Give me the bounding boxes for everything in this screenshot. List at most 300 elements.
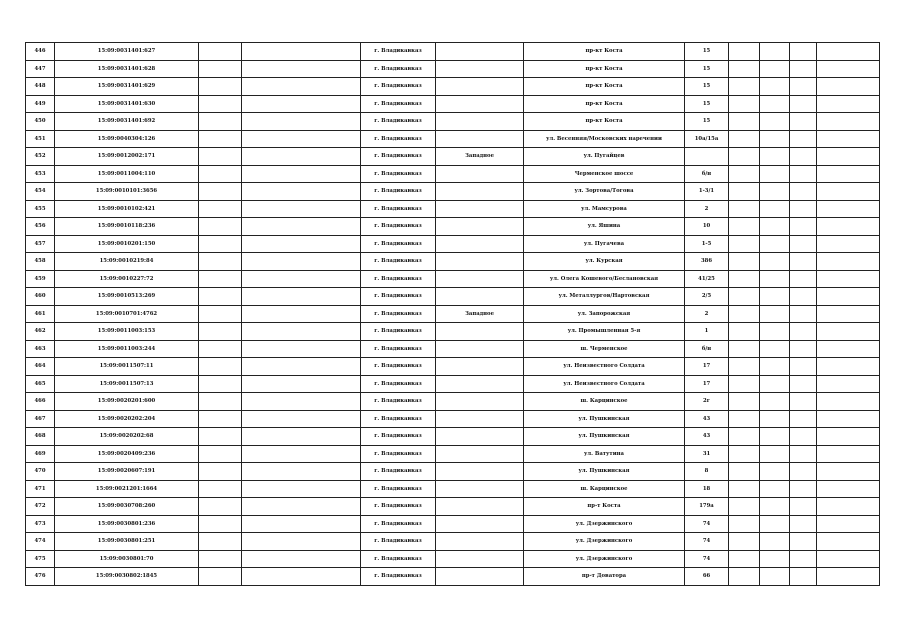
empty-cell xyxy=(199,533,242,551)
house-number-cell: 386 xyxy=(685,253,729,271)
empty-cell xyxy=(817,375,880,393)
row-number: 476 xyxy=(26,568,55,586)
row-number: 473 xyxy=(26,515,55,533)
empty-cell xyxy=(790,43,817,61)
district-cell xyxy=(436,358,524,376)
empty-cell xyxy=(790,60,817,78)
cadastral-number: 15:09:0010102:421 xyxy=(55,200,199,218)
empty-cell xyxy=(729,480,760,498)
house-number-cell: 15 xyxy=(685,60,729,78)
empty-cell xyxy=(760,568,790,586)
empty-cell xyxy=(760,130,790,148)
district-cell xyxy=(436,95,524,113)
empty-cell xyxy=(790,393,817,411)
empty-cell xyxy=(199,270,242,288)
empty-cell xyxy=(729,183,760,201)
district-cell xyxy=(436,550,524,568)
house-number-cell: б/н xyxy=(685,340,729,358)
city-cell: г. Владикавказ xyxy=(361,183,436,201)
row-number: 461 xyxy=(26,305,55,323)
empty-cell xyxy=(729,270,760,288)
district-cell xyxy=(436,498,524,516)
empty-cell xyxy=(729,568,760,586)
table-row xyxy=(26,218,880,236)
city-cell: г. Владикавказ xyxy=(361,428,436,446)
empty-cell xyxy=(790,218,817,236)
street-cell: ул. Пугачева xyxy=(524,235,685,253)
street-cell: ул. Неизвестного Солдата xyxy=(524,375,685,393)
street-cell: ул. Пушкинская xyxy=(524,463,685,481)
empty-cell xyxy=(242,235,361,253)
cadastral-number: 15:09:0012002:171 xyxy=(55,148,199,166)
empty-cell xyxy=(760,218,790,236)
house-number-cell: 74 xyxy=(685,533,729,551)
empty-cell xyxy=(790,305,817,323)
empty-cell xyxy=(242,410,361,428)
district-cell xyxy=(436,43,524,61)
empty-cell xyxy=(790,113,817,131)
empty-cell xyxy=(199,253,242,271)
district-cell xyxy=(436,463,524,481)
house-number-cell: 17 xyxy=(685,358,729,376)
row-number: 452 xyxy=(26,148,55,166)
empty-cell xyxy=(760,445,790,463)
table-row xyxy=(26,43,880,61)
empty-cell xyxy=(760,375,790,393)
empty-cell xyxy=(242,428,361,446)
empty-cell xyxy=(817,270,880,288)
cadastral-number: 15:09:0031401:630 xyxy=(55,95,199,113)
city-cell: г. Владикавказ xyxy=(361,113,436,131)
empty-cell xyxy=(760,165,790,183)
street-cell: ул. Мамсурова xyxy=(524,200,685,218)
row-number: 472 xyxy=(26,498,55,516)
cadastral-number: 15:09:0010701:4762 xyxy=(55,305,199,323)
empty-cell xyxy=(760,498,790,516)
district-cell xyxy=(436,568,524,586)
empty-cell xyxy=(790,165,817,183)
city-cell: г. Владикавказ xyxy=(361,323,436,341)
empty-cell xyxy=(242,253,361,271)
empty-cell xyxy=(199,218,242,236)
house-number-cell: 1 xyxy=(685,323,729,341)
empty-cell xyxy=(760,533,790,551)
empty-cell xyxy=(242,323,361,341)
cadastral-number: 15:09:0010513:269 xyxy=(55,288,199,306)
empty-cell xyxy=(242,200,361,218)
empty-cell xyxy=(199,375,242,393)
empty-cell xyxy=(199,480,242,498)
house-number-cell: 74 xyxy=(685,550,729,568)
empty-cell xyxy=(199,358,242,376)
cadastral-number: 15:09:0031401:628 xyxy=(55,60,199,78)
empty-cell xyxy=(760,113,790,131)
cadastral-number: 15:09:0031401:627 xyxy=(55,43,199,61)
empty-cell xyxy=(729,148,760,166)
empty-cell xyxy=(199,43,242,61)
empty-cell xyxy=(790,200,817,218)
empty-cell xyxy=(760,200,790,218)
table-row xyxy=(26,445,880,463)
city-cell: г. Владикавказ xyxy=(361,235,436,253)
cadastral-number: 15:09:0030801:236 xyxy=(55,515,199,533)
table-row xyxy=(26,200,880,218)
table-row xyxy=(26,550,880,568)
street-cell: ш. Карцинское xyxy=(524,480,685,498)
city-cell: г. Владикавказ xyxy=(361,375,436,393)
row-number: 453 xyxy=(26,165,55,183)
district-cell xyxy=(436,428,524,446)
table-row xyxy=(26,480,880,498)
cadastral-number: 15:09:0020409:236 xyxy=(55,445,199,463)
empty-cell xyxy=(790,95,817,113)
empty-cell xyxy=(242,305,361,323)
empty-cell xyxy=(760,43,790,61)
empty-cell xyxy=(790,463,817,481)
empty-cell xyxy=(817,410,880,428)
table-row xyxy=(26,113,880,131)
empty-cell xyxy=(729,235,760,253)
street-cell: ул. Промышленная 5-я xyxy=(524,323,685,341)
row-number: 449 xyxy=(26,95,55,113)
empty-cell xyxy=(760,550,790,568)
empty-cell xyxy=(760,183,790,201)
row-number: 475 xyxy=(26,550,55,568)
empty-cell xyxy=(760,410,790,428)
house-number-cell: 2 xyxy=(685,200,729,218)
empty-cell xyxy=(760,60,790,78)
house-number-cell: 2/5 xyxy=(685,288,729,306)
empty-cell xyxy=(817,358,880,376)
empty-cell xyxy=(817,533,880,551)
cadastral-number: 15:09:0020607:191 xyxy=(55,463,199,481)
street-cell: пр-кт Коста xyxy=(524,113,685,131)
empty-cell xyxy=(199,305,242,323)
table-row xyxy=(26,498,880,516)
cadastral-number: 15:09:0020202:204 xyxy=(55,410,199,428)
cadastral-number: 15:09:0020202:68 xyxy=(55,428,199,446)
row-number: 471 xyxy=(26,480,55,498)
table-row xyxy=(26,305,880,323)
street-cell: пр-кт Коста xyxy=(524,95,685,113)
empty-cell xyxy=(729,515,760,533)
street-cell: ул. Пушкинская xyxy=(524,428,685,446)
empty-cell xyxy=(817,340,880,358)
cadastral-number: 15:09:0031401:692 xyxy=(55,113,199,131)
cadastral-number: 15:09:0030801:70 xyxy=(55,550,199,568)
city-cell: г. Владикавказ xyxy=(361,533,436,551)
empty-cell xyxy=(760,288,790,306)
empty-cell xyxy=(242,340,361,358)
row-number: 466 xyxy=(26,393,55,411)
district-cell: Западное xyxy=(436,148,524,166)
street-cell: ул. Дзержинского xyxy=(524,550,685,568)
empty-cell xyxy=(242,183,361,201)
district-cell xyxy=(436,375,524,393)
house-number-cell xyxy=(685,148,729,166)
city-cell: г. Владикавказ xyxy=(361,480,436,498)
city-cell: г. Владикавказ xyxy=(361,358,436,376)
row-number: 469 xyxy=(26,445,55,463)
row-number: 468 xyxy=(26,428,55,446)
district-cell xyxy=(436,113,524,131)
district-cell xyxy=(436,200,524,218)
empty-cell xyxy=(817,305,880,323)
city-cell: г. Владикавказ xyxy=(361,288,436,306)
empty-cell xyxy=(729,200,760,218)
cadastral-number: 15:09:0011003:153 xyxy=(55,323,199,341)
district-cell xyxy=(436,480,524,498)
table-row xyxy=(26,340,880,358)
empty-cell xyxy=(790,375,817,393)
table-row xyxy=(26,288,880,306)
street-cell: пр-т Коста xyxy=(524,498,685,516)
empty-cell xyxy=(729,113,760,131)
street-cell: ул. Запорожская xyxy=(524,305,685,323)
house-number-cell: 41/25 xyxy=(685,270,729,288)
street-cell: ул. Металлургов/Нартовская xyxy=(524,288,685,306)
district-cell xyxy=(436,393,524,411)
empty-cell xyxy=(790,550,817,568)
row-number: 462 xyxy=(26,323,55,341)
city-cell: г. Владикавказ xyxy=(361,463,436,481)
empty-cell xyxy=(242,218,361,236)
row-number: 474 xyxy=(26,533,55,551)
table-row xyxy=(26,253,880,271)
empty-cell xyxy=(199,60,242,78)
empty-cell xyxy=(760,515,790,533)
empty-cell xyxy=(729,60,760,78)
street-cell: ул. Ватутина xyxy=(524,445,685,463)
empty-cell xyxy=(242,113,361,131)
empty-cell xyxy=(817,568,880,586)
empty-cell xyxy=(242,95,361,113)
house-number-cell: 15 xyxy=(685,95,729,113)
empty-cell xyxy=(729,43,760,61)
city-cell: г. Владикавказ xyxy=(361,498,436,516)
empty-cell xyxy=(242,568,361,586)
street-cell: ул. Весенняя/Московских наречении xyxy=(524,130,685,148)
house-number-cell: 10а/15а xyxy=(685,130,729,148)
house-number-cell: 17 xyxy=(685,375,729,393)
city-cell: г. Владикавказ xyxy=(361,130,436,148)
empty-cell xyxy=(199,498,242,516)
cadastral-number: 15:09:0011004:110 xyxy=(55,165,199,183)
empty-cell xyxy=(760,148,790,166)
empty-cell xyxy=(242,498,361,516)
empty-cell xyxy=(199,463,242,481)
cadastral-number: 15:09:0030802:1845 xyxy=(55,568,199,586)
table-row xyxy=(26,235,880,253)
empty-cell xyxy=(242,445,361,463)
empty-cell xyxy=(817,445,880,463)
city-cell: г. Владикавказ xyxy=(361,43,436,61)
house-number-cell: 2г xyxy=(685,393,729,411)
empty-cell xyxy=(817,515,880,533)
cadastral-number: 15:09:0030801:251 xyxy=(55,533,199,551)
table-row xyxy=(26,60,880,78)
house-number-cell: 15 xyxy=(685,78,729,96)
empty-cell xyxy=(199,78,242,96)
table-row xyxy=(26,533,880,551)
empty-cell xyxy=(199,113,242,131)
row-number: 456 xyxy=(26,218,55,236)
empty-cell xyxy=(817,428,880,446)
table-row xyxy=(26,375,880,393)
property-table xyxy=(25,42,880,586)
empty-cell xyxy=(729,533,760,551)
city-cell: г. Владикавказ xyxy=(361,340,436,358)
street-cell: ш. Карцинское xyxy=(524,393,685,411)
city-cell: г. Владикавказ xyxy=(361,393,436,411)
empty-cell xyxy=(199,515,242,533)
row-number: 467 xyxy=(26,410,55,428)
empty-cell xyxy=(817,288,880,306)
empty-cell xyxy=(729,340,760,358)
empty-cell xyxy=(760,323,790,341)
empty-cell xyxy=(790,533,817,551)
empty-cell xyxy=(790,183,817,201)
empty-cell xyxy=(790,358,817,376)
row-number: 446 xyxy=(26,43,55,61)
empty-cell xyxy=(242,375,361,393)
empty-cell xyxy=(760,358,790,376)
table-body xyxy=(26,43,880,586)
empty-cell xyxy=(729,78,760,96)
house-number-cell: 66 xyxy=(685,568,729,586)
empty-cell xyxy=(760,305,790,323)
empty-cell xyxy=(729,323,760,341)
empty-cell xyxy=(729,445,760,463)
street-cell: ш. Черменское xyxy=(524,340,685,358)
empty-cell xyxy=(242,270,361,288)
house-number-cell: 18 xyxy=(685,480,729,498)
table-row xyxy=(26,463,880,481)
table-row xyxy=(26,95,880,113)
empty-cell xyxy=(760,270,790,288)
empty-cell xyxy=(199,183,242,201)
table-row xyxy=(26,428,880,446)
cadastral-number: 15:09:0010219:84 xyxy=(55,253,199,271)
empty-cell xyxy=(242,533,361,551)
table-row xyxy=(26,568,880,586)
row-number: 448 xyxy=(26,78,55,96)
house-number-cell: 2 xyxy=(685,305,729,323)
empty-cell xyxy=(790,78,817,96)
empty-cell xyxy=(790,498,817,516)
empty-cell xyxy=(199,323,242,341)
empty-cell xyxy=(199,200,242,218)
house-number-cell: 1-5 xyxy=(685,235,729,253)
empty-cell xyxy=(817,393,880,411)
empty-cell xyxy=(199,550,242,568)
empty-cell xyxy=(817,498,880,516)
row-number: 451 xyxy=(26,130,55,148)
district-cell xyxy=(436,288,524,306)
empty-cell xyxy=(790,288,817,306)
district-cell xyxy=(436,533,524,551)
district-cell xyxy=(436,165,524,183)
city-cell: г. Владикавказ xyxy=(361,445,436,463)
district-cell xyxy=(436,323,524,341)
empty-cell xyxy=(729,375,760,393)
empty-cell xyxy=(790,323,817,341)
empty-cell xyxy=(729,253,760,271)
empty-cell xyxy=(242,515,361,533)
district-cell xyxy=(436,60,524,78)
cadastral-number: 15:09:0040304:126 xyxy=(55,130,199,148)
empty-cell xyxy=(817,95,880,113)
empty-cell xyxy=(790,340,817,358)
house-number-cell: 43 xyxy=(685,410,729,428)
cadastral-number: 15:09:0011003:244 xyxy=(55,340,199,358)
empty-cell xyxy=(817,183,880,201)
row-number: 465 xyxy=(26,375,55,393)
empty-cell xyxy=(729,130,760,148)
empty-cell xyxy=(242,358,361,376)
empty-cell xyxy=(760,340,790,358)
empty-cell xyxy=(199,235,242,253)
street-cell: ул. Пушкинская xyxy=(524,410,685,428)
row-number: 458 xyxy=(26,253,55,271)
row-number: 447 xyxy=(26,60,55,78)
district-cell xyxy=(436,253,524,271)
empty-cell xyxy=(242,130,361,148)
street-cell: ул. Пугайцев xyxy=(524,148,685,166)
empty-cell xyxy=(817,218,880,236)
empty-cell xyxy=(790,445,817,463)
street-cell: ул. Олега Кошевого/Беслановская xyxy=(524,270,685,288)
empty-cell xyxy=(790,253,817,271)
empty-cell xyxy=(242,43,361,61)
empty-cell xyxy=(199,288,242,306)
empty-cell xyxy=(729,498,760,516)
city-cell: г. Владикавказ xyxy=(361,410,436,428)
empty-cell xyxy=(817,550,880,568)
empty-cell xyxy=(817,148,880,166)
street-cell: Черменское шоссе xyxy=(524,165,685,183)
table-row xyxy=(26,393,880,411)
cadastral-number: 15:09:0030708:260 xyxy=(55,498,199,516)
empty-cell xyxy=(199,445,242,463)
table-row xyxy=(26,323,880,341)
empty-cell xyxy=(790,410,817,428)
street-cell: пр-т Доватора xyxy=(524,568,685,586)
row-number: 455 xyxy=(26,200,55,218)
district-cell xyxy=(436,515,524,533)
empty-cell xyxy=(817,113,880,131)
empty-cell xyxy=(199,410,242,428)
empty-cell xyxy=(729,358,760,376)
district-cell xyxy=(436,445,524,463)
table-row xyxy=(26,358,880,376)
empty-cell xyxy=(729,305,760,323)
district-cell xyxy=(436,270,524,288)
empty-cell xyxy=(817,165,880,183)
cadastral-number: 15:09:0010118:236 xyxy=(55,218,199,236)
empty-cell xyxy=(817,480,880,498)
district-cell xyxy=(436,218,524,236)
empty-cell xyxy=(242,550,361,568)
empty-cell xyxy=(729,288,760,306)
city-cell: г. Владикавказ xyxy=(361,550,436,568)
cadastral-number: 15:09:0011507:13 xyxy=(55,375,199,393)
empty-cell xyxy=(790,130,817,148)
district-cell xyxy=(436,130,524,148)
empty-cell xyxy=(817,200,880,218)
city-cell: г. Владикавказ xyxy=(361,305,436,323)
empty-cell xyxy=(242,463,361,481)
